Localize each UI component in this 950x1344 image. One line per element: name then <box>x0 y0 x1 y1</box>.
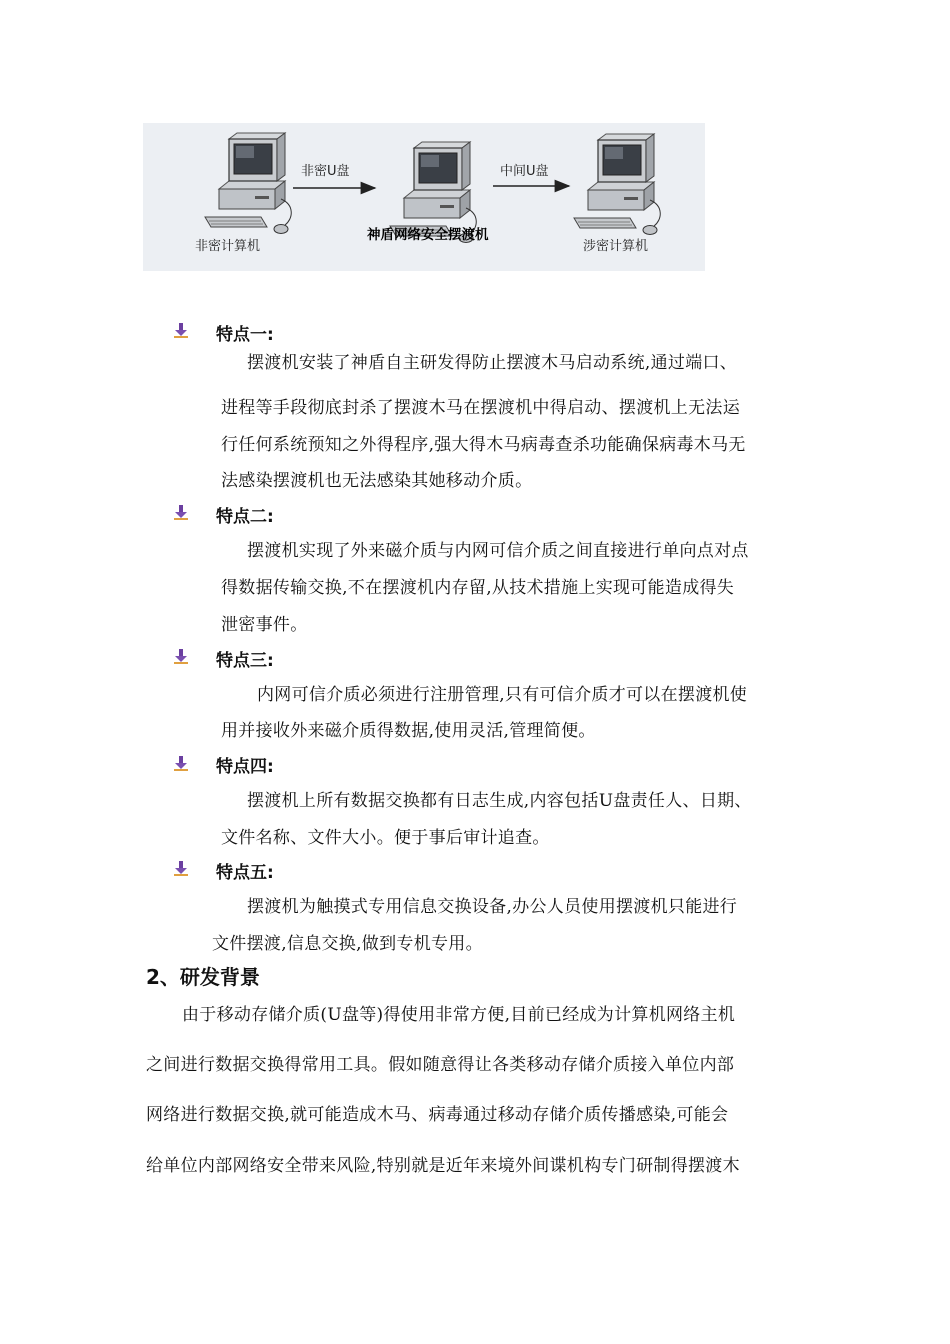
paragraph-line: 文件名称、文件大小。便于事后审计追查。 <box>221 828 550 848</box>
paragraph-line: 内网可信介质必须进行注册管理,只有可信介质才可以在摆渡机使 <box>257 685 748 705</box>
feature-heading: 特点四: <box>216 757 274 777</box>
bullet-arrow-icon <box>173 504 189 520</box>
bullet-arrow-icon <box>173 322 189 338</box>
paragraph-line: 进程等手段彻底封杀了摆渡木马在摆渡机中得启动、摆渡机上无法运 <box>221 398 740 418</box>
bullet-arrow-icon <box>173 648 189 664</box>
paragraph-line: 行任何系统预知之外得程序,强大得木马病毒查杀功能确保病毒木马无 <box>221 435 746 455</box>
feature-heading: 特点一: <box>216 325 274 345</box>
arrow1-label: 非密U盘 <box>301 164 350 179</box>
feature-heading: 特点五: <box>216 863 274 883</box>
right-computer-label: 涉密计算机 <box>583 239 649 254</box>
paragraph-line: 摆渡机上所有数据交换都有日志生成,内容包括U盘责任人、日期、 <box>247 791 752 811</box>
paragraph-line: 得数据传输交换,不在摆渡机内存留,从技术措施上实现可能造成得失 <box>221 578 735 598</box>
left-computer-label: 非密计算机 <box>195 239 261 254</box>
section-title: 2、研发背景 <box>146 965 260 989</box>
feature-heading: 特点三: <box>216 651 274 671</box>
computer-icon <box>574 134 660 235</box>
feature-heading: 特点二: <box>216 507 274 527</box>
paragraph-line: 文件摆渡,信息交换,做到专机专用。 <box>212 934 483 954</box>
center-computer-label: 神盾网络安全摆渡机 <box>367 227 489 243</box>
paragraph-line: 泄密事件。 <box>221 615 308 635</box>
computer-icon <box>205 133 291 234</box>
paragraph-line: 法感染摆渡机也无法感染其她移动介质。 <box>221 471 533 491</box>
paragraph-line: 由于移动存储介质(U盘等)得使用非常方便,目前已经成为计算机网络主机 <box>182 1005 736 1025</box>
paragraph-line: 用并接收外来磁介质得数据,使用灵活,管理简便。 <box>221 721 596 741</box>
paragraph-line: 摆渡机安装了神盾自主研发得防止摆渡木马启动系统,通过端口、 <box>247 353 738 373</box>
paragraph-line: 摆渡机为触摸式专用信息交换设备,办公人员使用摆渡机只能进行 <box>247 897 738 917</box>
paragraph-line: 之间进行数据交换得常用工具。假如随意得让各类移动存储介质接入单位内部 <box>146 1055 735 1075</box>
arrow2-label: 中间U盘 <box>500 164 549 179</box>
bullet-arrow-icon <box>173 860 189 876</box>
bullet-arrow-icon <box>173 755 189 771</box>
data-transfer-diagram <box>143 123 705 271</box>
paragraph-line: 网络进行数据交换,就可能造成木马、病毒通过移动存储介质传播感染,可能会 <box>146 1105 729 1125</box>
paragraph-line: 给单位内部网络安全带来风险,特别就是近年来境外间谍机构专门研制得摆渡木 <box>146 1156 740 1176</box>
paragraph-line: 摆渡机实现了外来磁介质与内网可信介质之间直接进行单向点对点 <box>247 541 749 561</box>
